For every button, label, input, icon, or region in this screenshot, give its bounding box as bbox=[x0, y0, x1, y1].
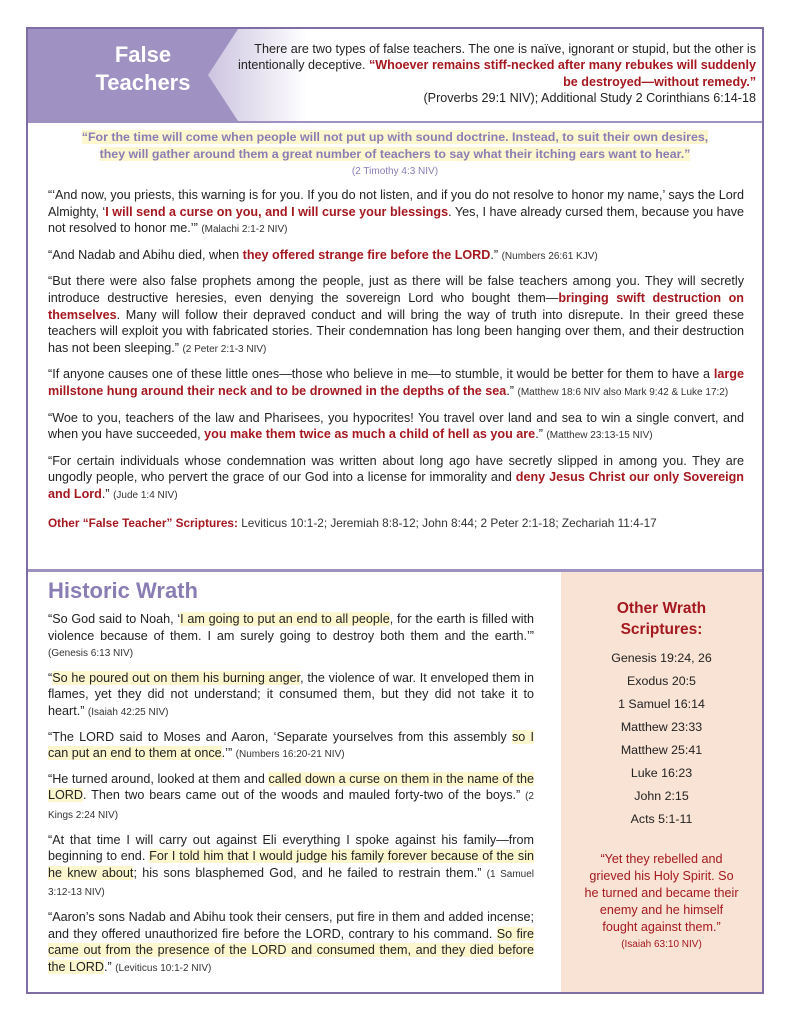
sidebar-scripture-list bbox=[561, 647, 762, 831]
header bbox=[28, 29, 762, 121]
other-scriptures-label: Other “False Teacher” Scriptures: bbox=[48, 515, 238, 530]
section-title bbox=[88, 41, 198, 97]
sidebar-quote-text: “Yet they rebelled and grieved his Holy Spirit. So he turned and became their enemy and he himself fought against them.” bbox=[584, 852, 739, 934]
key-quote-line-1: “For the time will come when people will not put up with sound doctrine. Instead, to suit their own desires, bbox=[81, 130, 709, 144]
verse-1-samuel: “At that time I will carry out against Eli everything I spoke against his family—from beginning to end. For I told him that I would judge his family forever because of the sin he knew about; his sons blasphemed God, and he failed to restrain them.” (1 Samuel 3:12-13 NIV) bbox=[48, 832, 535, 899]
sidebar-quote bbox=[581, 851, 742, 953]
false-teacher-verses bbox=[48, 187, 744, 531]
verse-genesis: “So God said to Noah, ‘I am going to put an end to all people, for the earth is filled with violence because of them. I am surely going to destroy both them and the earth.’” (Genesis 6:13 NIV) bbox=[48, 612, 535, 660]
list-item: Luke 16:23 bbox=[630, 766, 693, 780]
key-quote-line-2: they will gather around them a great number of teachers to say what their itching ears want to hear.” bbox=[99, 147, 691, 161]
other-scriptures-list: Leviticus 10:1-2; Jeremiah 8:8-12; John 8:44; 2 Peter 2:1-18; Zechariah 11:4-17 bbox=[237, 515, 657, 530]
verse-2-kings: “He turned around, looked at them and called down a curse on them in the name of the LORD. Then two bears came out of the woods and mauled forty-two of the boys.” (2 Kings 2:24 NIV) bbox=[48, 771, 534, 821]
verse-leviticus: “Aaron’s sons Nadab and Abihu took their censers, put fire in them and added incense; and they offered unauthorized fire before the LORD, contrary to his command. So fire came out from the presence of the LORD and consumed them, and they died before the LORD.” (Leviticus 10:1-2 NIV) bbox=[48, 909, 534, 974]
intro-plain: There are two types of false teachers. The one is naïve, ignorant or stupid, but the other is intentionally deceptive. bbox=[238, 42, 756, 73]
title-line-2: Teachers bbox=[95, 70, 191, 95]
key-quote-reference: (2 Timothy 4:3 NIV) bbox=[351, 166, 439, 177]
verse-matthew-18: “If anyone causes one of these little ones—those who believe in me—to stumble, it would be better for them to have a large millstone hung around their neck and to be drowned in the depths of the sea.” (Matthew 18:6 NIV also Mark 9:42 & Luke 17:2) bbox=[48, 367, 744, 398]
header-separator bbox=[28, 121, 762, 123]
other-wrath-sidebar bbox=[561, 572, 762, 992]
other-false-teacher-scriptures bbox=[48, 515, 744, 531]
verse-malachi: “‘And now, you priests, this warning is for you. If you do not listen, and if you do not resolve to honor my name,’ says the Lord Almighty, ‘I will send a curse on you, and I will curse your blessings. Yes, I have already cursed them, because you have not resolved to honor me.’” (Malachi 2:1-2 NIV) bbox=[48, 188, 744, 236]
verse-jude: “For certain individuals whose condemnation was written about long ago have secretly slipped in among you. They are ungodly people, who pervert the grace of our God into a license for immorality and deny Jesus Christ our only Sovereign and Lord.” (Jude 1:4 NIV) bbox=[48, 453, 744, 501]
sidebar-quote-reference: (Isaiah 63:10 NIV) bbox=[621, 939, 702, 950]
verse-numbers-16: “The LORD said to Moses and Aaron, ‘Separate yourselves from this assembly so I can put an end to them at once.’” (Numbers 16:20-21 NIV) bbox=[48, 729, 534, 761]
list-item: 1 Samuel 16:14 bbox=[618, 697, 705, 711]
verse-numbers: “And Nadab and Abihu died, when they offered strange fire before the LORD.” (Numbers 26:61 KJV) bbox=[48, 247, 598, 262]
list-item: Acts 5:1-11 bbox=[630, 812, 693, 826]
intro-proverb: “Whoever remains stiff-necked after many rebukes will suddenly be destroyed—without remedy.” bbox=[368, 58, 756, 89]
list-item: Matthew 23:33 bbox=[620, 720, 703, 734]
intro-reference: (Proverbs 29:1 NIV); Additional Study 2 Corinthians 6:14-18 bbox=[423, 91, 756, 106]
verse-isaiah: “So he poured out on them his burning anger, the violence of war. It enveloped them in flames, yet they did not understand; it consumed them, but they did not take it to heart.” (Isaiah 42:25 NIV) bbox=[48, 670, 534, 718]
sidebar-title: Other Wrath Scriptures: bbox=[616, 600, 707, 638]
list-item: Matthew 25:41 bbox=[620, 743, 703, 757]
historic-wrath-verses bbox=[48, 611, 534, 984]
verse-matthew-23: “Woe to you, teachers of the law and Pharisees, you hypocrites! You travel over land and sea to win a single convert, and when you have succeeded, you make them twice as much a child of hell as you are.” (Matthew 23:13-15 NIV) bbox=[48, 410, 744, 442]
list-item: Genesis 19:24, 26 bbox=[611, 651, 712, 665]
intro-text bbox=[238, 41, 756, 107]
key-quote bbox=[40, 129, 750, 180]
title-line-1: False bbox=[114, 42, 172, 67]
list-item: Exodus 20:5 bbox=[627, 674, 696, 688]
historic-wrath-heading: Historic Wrath bbox=[48, 578, 198, 603]
verse-2-peter: “But there were also false prophets among the people, just as there will be false teachers among you. They will secretly introduce destructive heresies, even denying the sovereign Lord who bought them—bringing swift destruction on themselves. Many will follow their depraved conduct and will bring the way of truth into disrepute. In their greed these teachers will exploit you with fabricated stories. Their condemnation has long been hanging over them, and their destruction has not been sleeping.” (2 Peter 2:1-3 NIV) bbox=[48, 274, 744, 355]
list-item: John 2:15 bbox=[634, 789, 689, 803]
